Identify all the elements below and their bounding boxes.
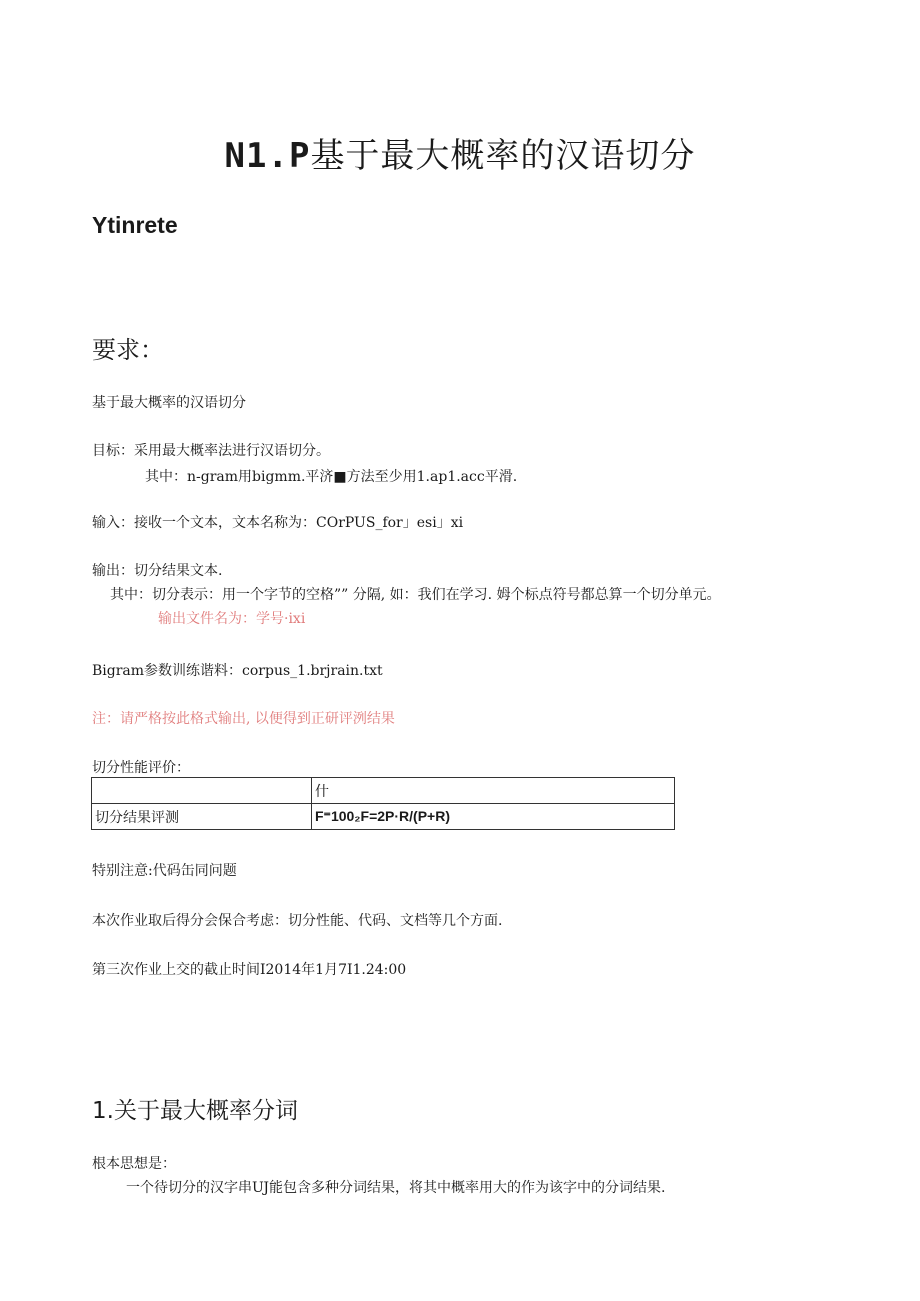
input-text: 输入：接收一个文本，文本名称为：COrPUS_for」esi」xi bbox=[92, 515, 464, 531]
title-chinese: 基于最大概率的汉语切分 bbox=[310, 136, 696, 176]
table-cell-formula: F⁼100₂F=2P·R/(P+R) bbox=[312, 804, 675, 830]
special-note: 特别注意:代码缶同问题 bbox=[92, 863, 237, 879]
grading-note: 本次作业取后得分会保合考虑：切分性能、代码、文档等几个方面. bbox=[92, 913, 503, 929]
page-title bbox=[0, 128, 920, 177]
author-name: Ytinrete bbox=[92, 212, 178, 238]
table-row bbox=[92, 778, 675, 804]
section-heading: 1.关于最大概率分词 bbox=[92, 1098, 298, 1124]
idea-label: 根本思想是： bbox=[92, 1156, 176, 1172]
output-detail: 其中：切分表示：用一个字节的空格”” 分隔, 如：我们在学习. 姆个标点符号都总算一个切分单元。 bbox=[110, 587, 721, 603]
format-note: 注：请严格按此格式输出, 以便得到正研评洌结果 bbox=[92, 711, 395, 727]
table-row bbox=[92, 804, 675, 830]
output-filename: 输出文件名为：学号·ixi bbox=[158, 611, 306, 627]
goal-detail: 其中：n-gram用bigmm.平济■方法至少用1.ap1.acc平滑. bbox=[145, 469, 518, 485]
output-text: 输出：切分结果文本. bbox=[92, 563, 223, 579]
table-cell-metric: 切分结果评测 bbox=[92, 804, 312, 830]
deadline-note: 第三次作业上交的截止时间I2014年1月7I1.24:00 bbox=[92, 962, 407, 978]
table-header-cell bbox=[92, 778, 312, 804]
requirements-heading: 要求： bbox=[92, 336, 164, 364]
requirements-topic: 基于最大概率的汉语切分 bbox=[92, 395, 246, 411]
bigram-corpus: Bigram参数训练谐料：corpus_1.brjrain.txt bbox=[92, 663, 383, 679]
table-header-cell: 什 bbox=[312, 778, 675, 804]
evaluation-table bbox=[91, 777, 675, 830]
title-latin: N1.P bbox=[224, 136, 311, 176]
idea-text: 一个待切分的汉字串UJ能包含多种分词结果，将其中概率用大的作为该字中的分词结果. bbox=[126, 1180, 666, 1196]
evaluation-label: 切分性能评价： bbox=[92, 760, 190, 776]
goal-text: 目标：采用最大概率法进行汉语切分。 bbox=[92, 443, 330, 459]
